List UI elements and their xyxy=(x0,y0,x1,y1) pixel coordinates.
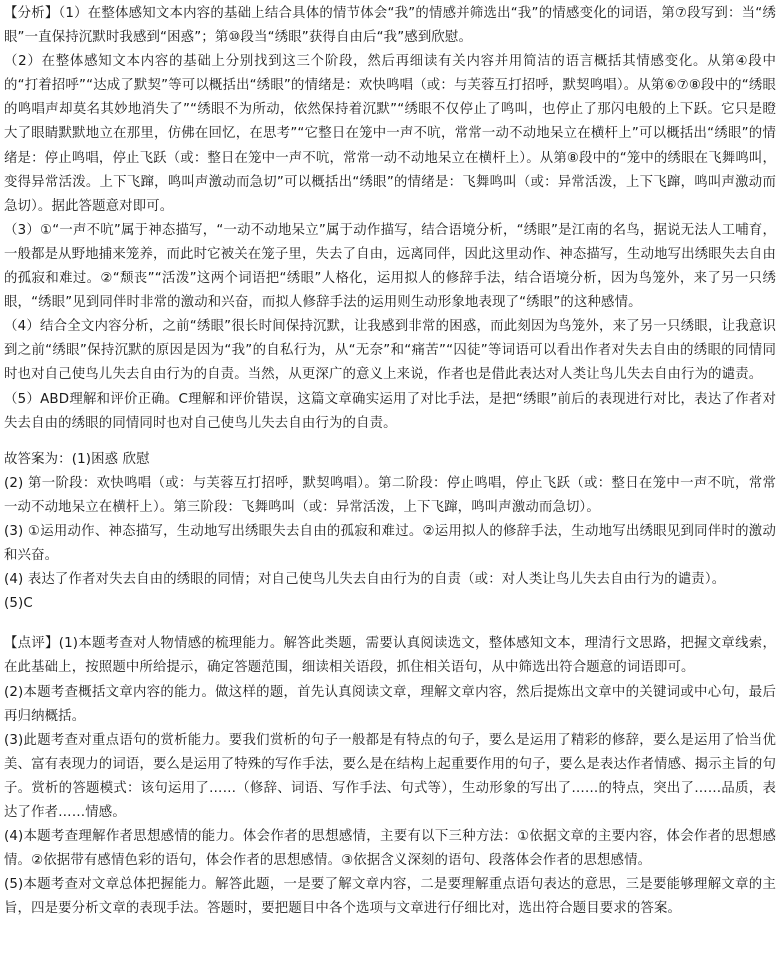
answer-q4: (4) 表达了作者对失去自由的绣眼的同情；对自己使鸟儿失去自由行为的自责（或：对人类让鸟儿失去自由行为的谴责）。 xyxy=(4,572,726,588)
comment-q5: (5)本题考查对文章总体把握能力。解答此题，一是要了解文章内容，二是要理解重点语句表达的意思，三是要能够理解文章的主旨，四是要分析文章的表现手法。答题时，要把题目中各个选项与文章进行仔细比对，选出符合题目要求的答案。 xyxy=(4,877,776,917)
analysis-section xyxy=(4,2,776,436)
analysis-q5: （5）ABD理解和评价正确。C理解和评价错误，这篇文章确实运用了对比手法，是把“绣眼”前后的表现进行对比，表达了作者对失去自由的绣眼的同情同时也对自己使鸟儿失去自由行为的自责。 xyxy=(4,391,776,431)
analysis-q1: 【分析】（1）在整体感知文本内容的基础上结合具体的情节体会“我”的情感并筛选出“我”的情感变化的词语，第⑦段写到：当“绣眼”一直保持沉默时我感到“困惑”；第⑩段当“绣眼”获得自由后“我”感到欣慰。 xyxy=(4,6,776,46)
comment-section xyxy=(4,632,776,921)
comment-q4: (4)本题考查理解作者思想感情的能力。体会作者的思想感情，主要有以下三种方法：①依据文章的主要内容，体会作者的思想感情。②依据带有感情色彩的语句，体会作者的思想感情。③依据含义深刻的语句、段落体会作者的思想感情。 xyxy=(4,829,776,869)
answer-section xyxy=(4,448,776,617)
comment-q2: (2)本题考查概括文章内容的能力。做这样的题，首先认真阅读文章，理解文章内容，然后提炼出文章中的关键词或中心句，最后再归纳概括。 xyxy=(4,684,776,724)
analysis-q2: （2）在整体感知文本内容的基础上分别找到这三个阶段，然后再细读有关内容并用简洁的语言概括其情感变化。从第④段中的“打着招呼”“达成了默契”等可以概括出“绣眼”的情绪是：欢快鸣唱（或：与芙蓉互打招呼，默契鸣唱）。从第⑥⑦⑧段中的“绣眼的鸣唱声却莫名其妙地消失了”“绣眼不为所动，依然保持着沉默”“绣眼不仅停止了鸣叫，也停止了那闪电般的上下跃。它只是瞪大了眼睛默默地立在那里，仿佛在回忆，在思考”“它整日在笼中一声不吭，常常一动不动地呆立在横杆上”可以概括出“绣眼”的情绪是：停止鸣唱，停止飞跃（或：整日在笼中一声不吭，常常一动不动地呆立在横杆上）。从第⑧段中的“笼中的绣眼在飞舞鸣叫，变得异常活泼。上下飞蹿，鸣叫声激动而急切”可以概括出“绣眼”的情绪是：飞舞鸣叫（或：异常活泼，上下飞蹿，鸣叫声激动而急切）。据此答题意对即可。 xyxy=(4,54,776,214)
comment-q1: 【点评】(1)本题考查对人物情感的梳理能力。解答此类题，需要认真阅读选文，整体感知文本，理清行文思路，把握文章线索，在此基础上，按照题中所给提示，确定答题范围，细读相关语段，抓住相关语句，从中筛选出符合题意的词语即可。 xyxy=(4,636,776,676)
section-gap xyxy=(4,616,776,632)
analysis-q4: （4）结合全文内容分析，之前“绣眼”很长时间保持沉默，让我感到非常的困惑，而此刻因为鸟笼外，来了另一只绣眼，让我意识到之前“绣眼”保持沉默的原因是因为“我”的自私行为，从“无奈”和“痛苦”“囚徒”等词语可以看出作者对失去自由的绣眼的同情同时也对自己使鸟儿失去自由行为的自责。当然，从更深广的意义上来说，作者也是借此表达对人类让鸟儿失去自由行为的谴责。 xyxy=(4,319,776,383)
section-gap xyxy=(4,436,776,448)
answer-q5: (5)C xyxy=(4,596,33,612)
answer-q1: 故答案为：(1)困惑 欣慰 xyxy=(4,451,150,467)
answer-q3: (3) ①运用动作、神态描写，生动地写出绣眼失去自由的孤寂和难过。②运用拟人的修辞手法，生动地写出绣眼见到同伴时的激动和兴奋。 xyxy=(4,523,776,564)
answer-q2: (2) 第一阶段：欢快鸣唱（或：与芙蓉互打招呼，默契鸣唱）。第二阶段：停止鸣唱，停止飞跃（或：整日在笼中一声不吭，常常一动不动地呆立在横杆上）。第三阶段：飞舞鸣叫（或：异常活泼，上下飞蹿，鸣叫声激动而急切）。 xyxy=(4,475,776,515)
comment-q3: (3)此题考查对重点语句的赏析能力。要我们赏析的句子一般都是有特点的句子，要么是运用了精彩的修辞，要么是运用了恰当优美、富有表现力的词语，要么是运用了特殊的写作手法，要么是在结构上起重要作用的句子，要么是表达作者情感、揭示主旨的句子。赏析的答题模式：该句运用了……（修辞、词语、写作手法、句式等），生动形象的写出了……的特点，突出了……品质，表达了作者……情感。 xyxy=(4,732,776,820)
analysis-q3: （3）①“一声不吭”属于神态描写，“一动不动地呆立”属于动作描写，结合语境分析，“绣眼”是江南的名鸟，据说无法人工哺育，一般都是从野地捕来笼养，而此时它被关在笼子里，失去了自由，远离同伴，因此这里动作、神态描写，生动地写出绣眼失去自由的孤寂和难过。②“颓丧”“活泼”这两个词语把“绣眼”人格化，运用拟人的修辞手法，结合语境分析，因为鸟笼外，来了另一只绣眼，“绣眼”见到同伴时非常的激动和兴奋，而拟人修辞手法的运用则生动形象地表现了“绣眼”的这种感情。 xyxy=(4,222,776,311)
